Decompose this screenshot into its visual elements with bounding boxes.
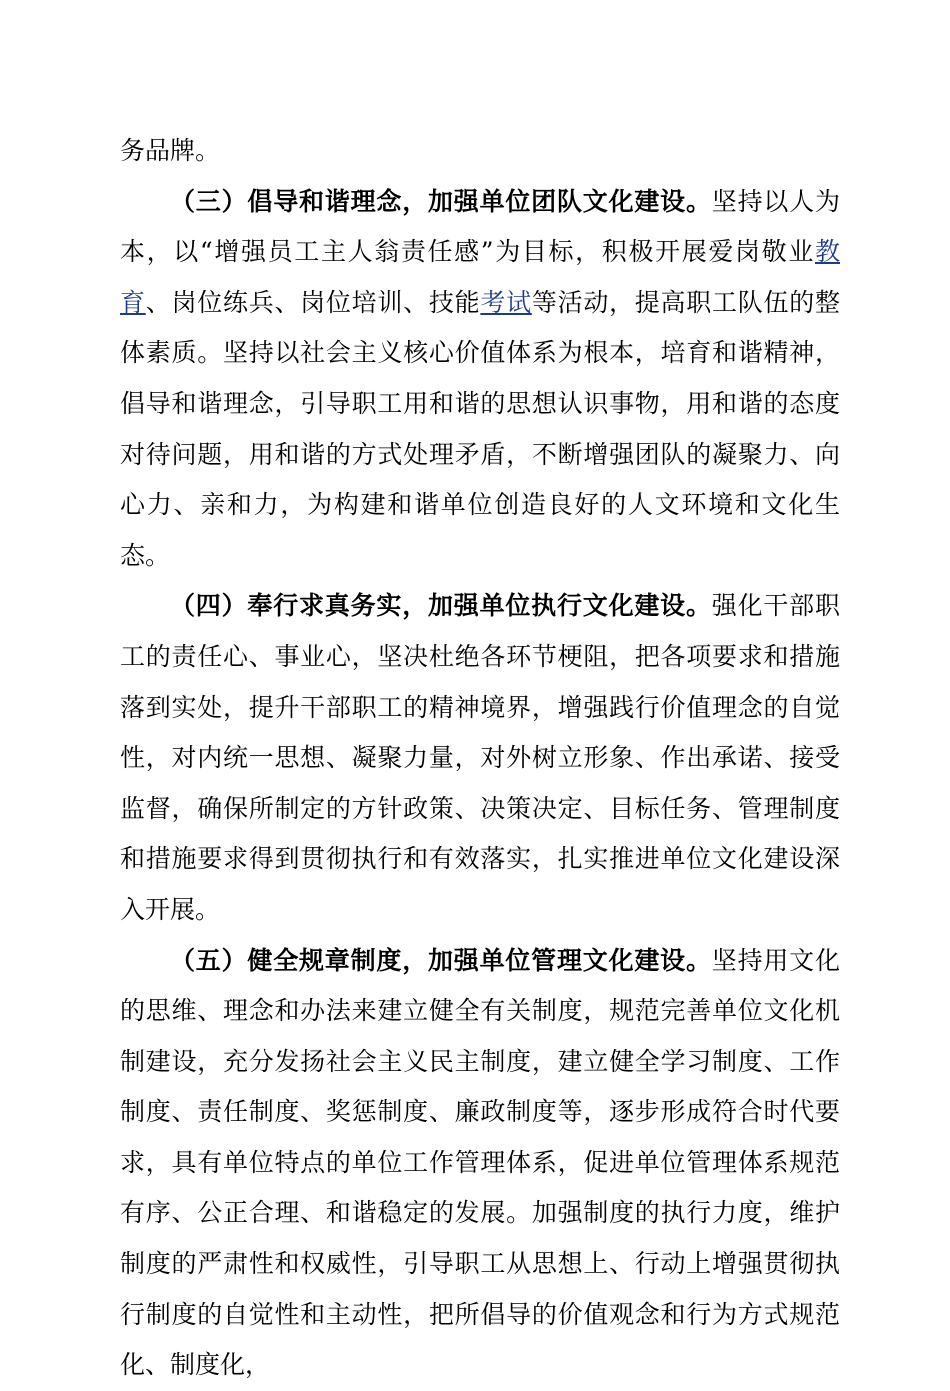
- document-body: [120, 126, 840, 1391]
- section-heading-3: （三）倡导和谐理念，加强单位团队文化建设。: [170, 186, 712, 216]
- paragraph-continuation: [120, 126, 840, 177]
- paragraph-text: 等活动，提高职工队伍的整体素质。坚持以社会主义核心价值体系为根本，培育和谐精神，倡导和谐理念，引导职工用和谐的思想认识事物，用和谐的态度对待问题，用和谐的方式处理矛盾，不断增强团队的凝聚力、向心力、亲和力，为构建和谐单位创造良好的人文环境和文化生态。: [120, 287, 840, 570]
- paragraph-text: 坚持用文化的思维、理念和办法来建立健全有关制度，规范完善单位文化机制建设，充分发扬社会主义民主制度，建立健全学习制度、工作制度、责任制度、奖惩制度、廉政制度等，逐步形成符合时代要求，具有单位特点的单位工作管理体系，促进单位管理体系规范有序、公正合理、和谐稳定的发展。加强制度的执行力度，维护制度的严肃性和权威性，引导职工从思想上、行动上增强贯彻执行制度的自觉性和主动性，把所倡导的价值观念和行为方式规范化、制度化，: [120, 945, 840, 1380]
- section-heading-5: （五）健全规章制度，加强单位管理文化建设。: [170, 945, 712, 975]
- exam-link[interactable]: 考试: [480, 287, 532, 317]
- paragraph-text: 强化干部职工的责任心、事业心，坚决杜绝各环节梗阻，把各项要求和措施落到实处，提升干部职工的精神境界，增强践行价值理念的自觉性，对内统一思想、凝聚力量，对外树立形象、作出承诺、接受监督，确保所制定的方针政策、决策决定、目标任务、管理制度和措施要求得到贯彻执行和有效落实，扎实推进单位文化建设深入开展。: [120, 591, 840, 924]
- paragraph-section-4: [120, 581, 840, 935]
- paragraph-text: 坚持以人为本，以“增强员工主人翁责任感”为目标，积极开展爱岗敬业: [120, 186, 840, 267]
- paragraph-text: 务品牌。: [120, 136, 221, 165]
- paragraph-section-3: [120, 177, 840, 582]
- section-heading-4: （四）奉行求真务实，加强单位执行文化建设。: [170, 591, 712, 621]
- paragraph-section-5: [120, 936, 840, 1391]
- paragraph-text: 、岗位练兵、岗位培训、技能: [145, 287, 481, 317]
- education-link[interactable]: 教育: [120, 237, 840, 317]
